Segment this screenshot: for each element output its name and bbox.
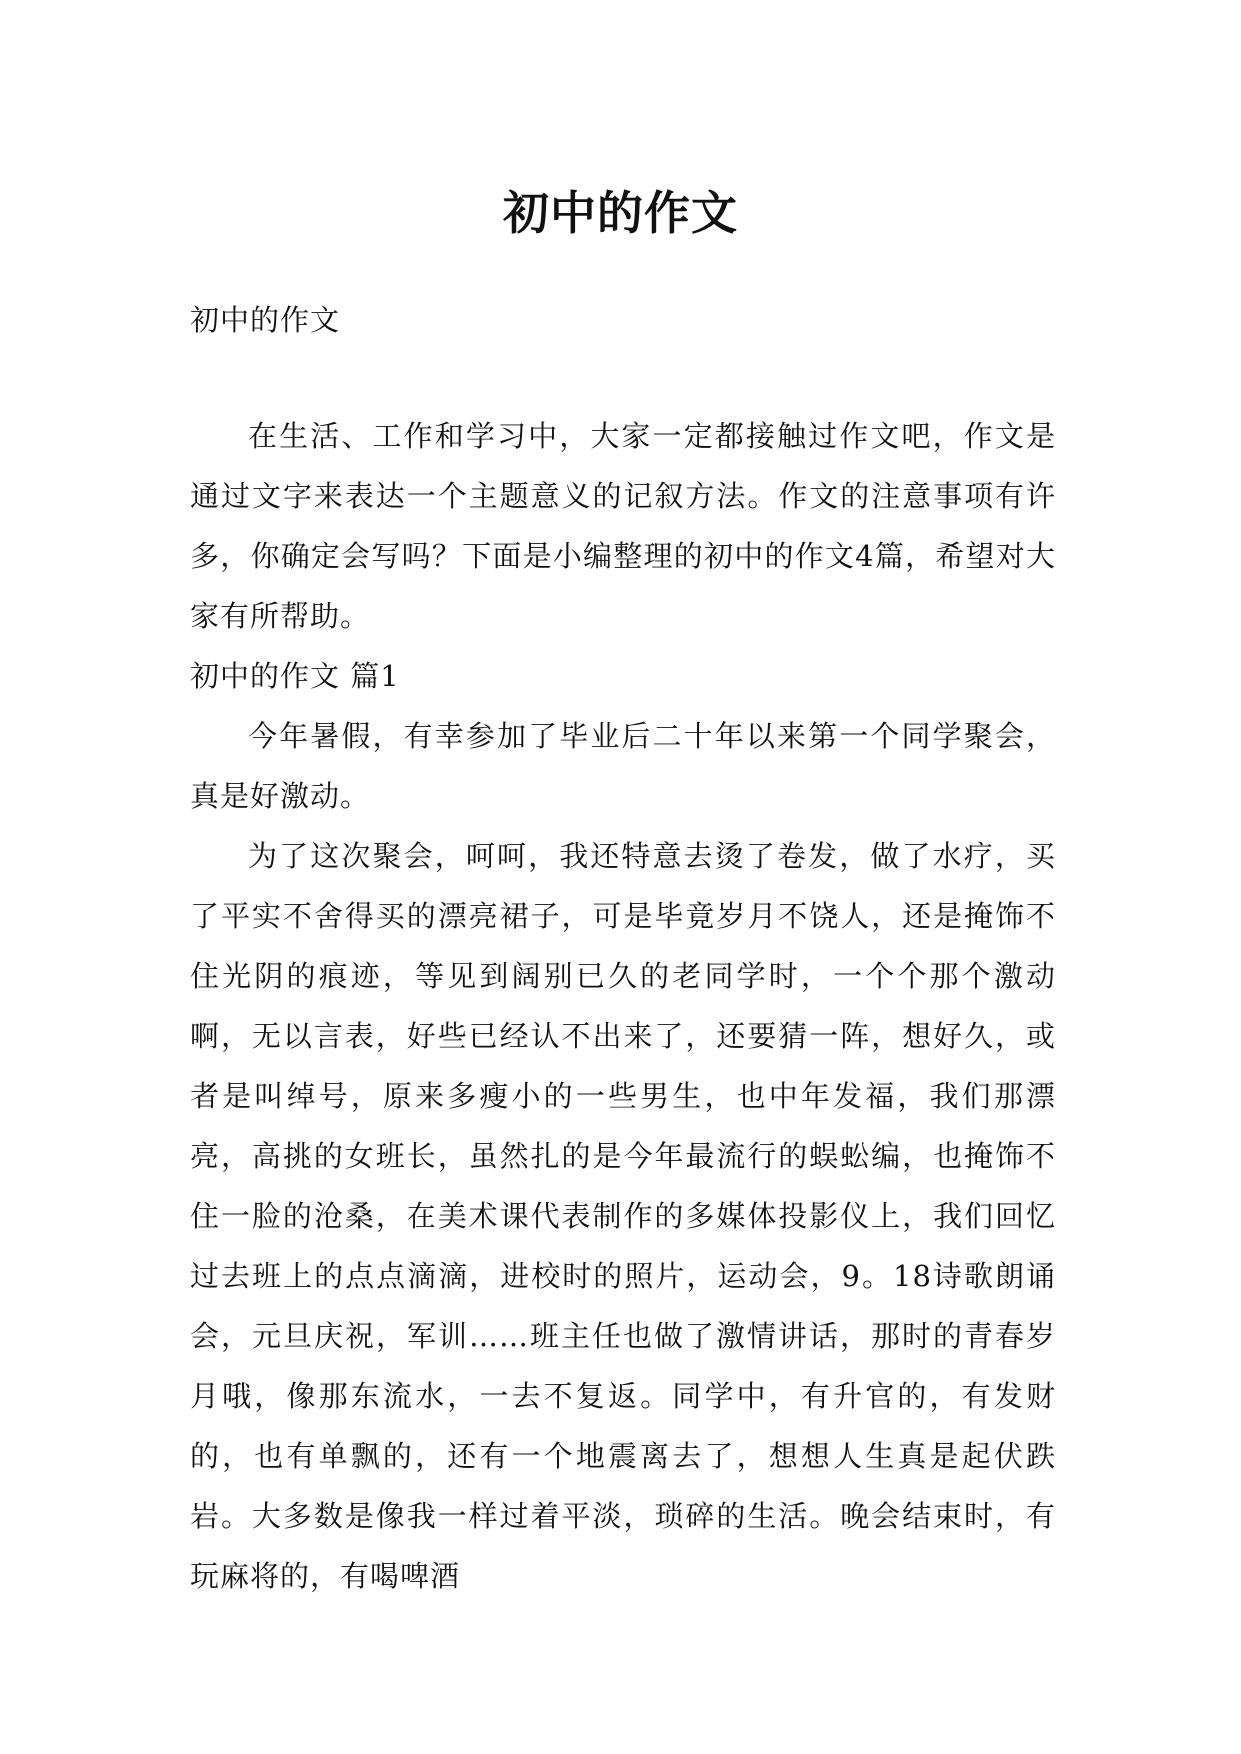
body-paragraph: 为了这次聚会，呵呵，我还特意去烫了卷发，做了水疗，买了平实不舍得买的漂亮裙子，可是毕竟岁月不饶人，还是掩饰不住光阴的痕迹，等见到阔别已久的老同学时，一个个那个激动啊，无以言表，好些已经认不出来了，还要猜一阵，想好久，或者是叫绰号，原来多瘦小的一些男生，也中年发福，我们那漂亮，高挑的女班长，虽然扎的是今年最流行的蜈蚣编，也掩饰不住一脸的沧桑，在美术课代表制作的多媒体投影仪上，我们回忆过去班上的点点滴滴，进校时的照片，运动会，9。18诗歌朗诵会，元旦庆祝，军训……班主任也做了激情讲话，那时的青春岁月哦，像那东流水，一去不复返。同学中，有升官的，有发财的，也有单飘的，还有一个地震离去了，想想人生真是起伏跌岩。大多数是像我一样过着平淡，琐碎的生活。晚会结束时，有玩麻将的，有喝啤酒 bbox=[190, 839, 1056, 1593]
document-subtitle: 初中的作文 bbox=[190, 303, 341, 337]
section-heading: 初中的作文 篇1 bbox=[190, 659, 400, 693]
intro-paragraph: 在生活、工作和学习中，大家一定都接触过作文吧，作文是通过文字来表达一个主题意义的记叙方法。作文的注意事项有许多，你确定会写吗？下面是小编整理的初中的作文4篇，希望对大家有所帮助。 bbox=[190, 419, 1056, 633]
body-paragraph: 今年暑假，有幸参加了毕业后二十年以来第一个同学聚会，真是好激动。 bbox=[190, 719, 1056, 813]
document-body bbox=[190, 290, 1056, 1606]
blank-line bbox=[190, 350, 1056, 406]
document-title: 初中的作文 bbox=[503, 185, 738, 240]
